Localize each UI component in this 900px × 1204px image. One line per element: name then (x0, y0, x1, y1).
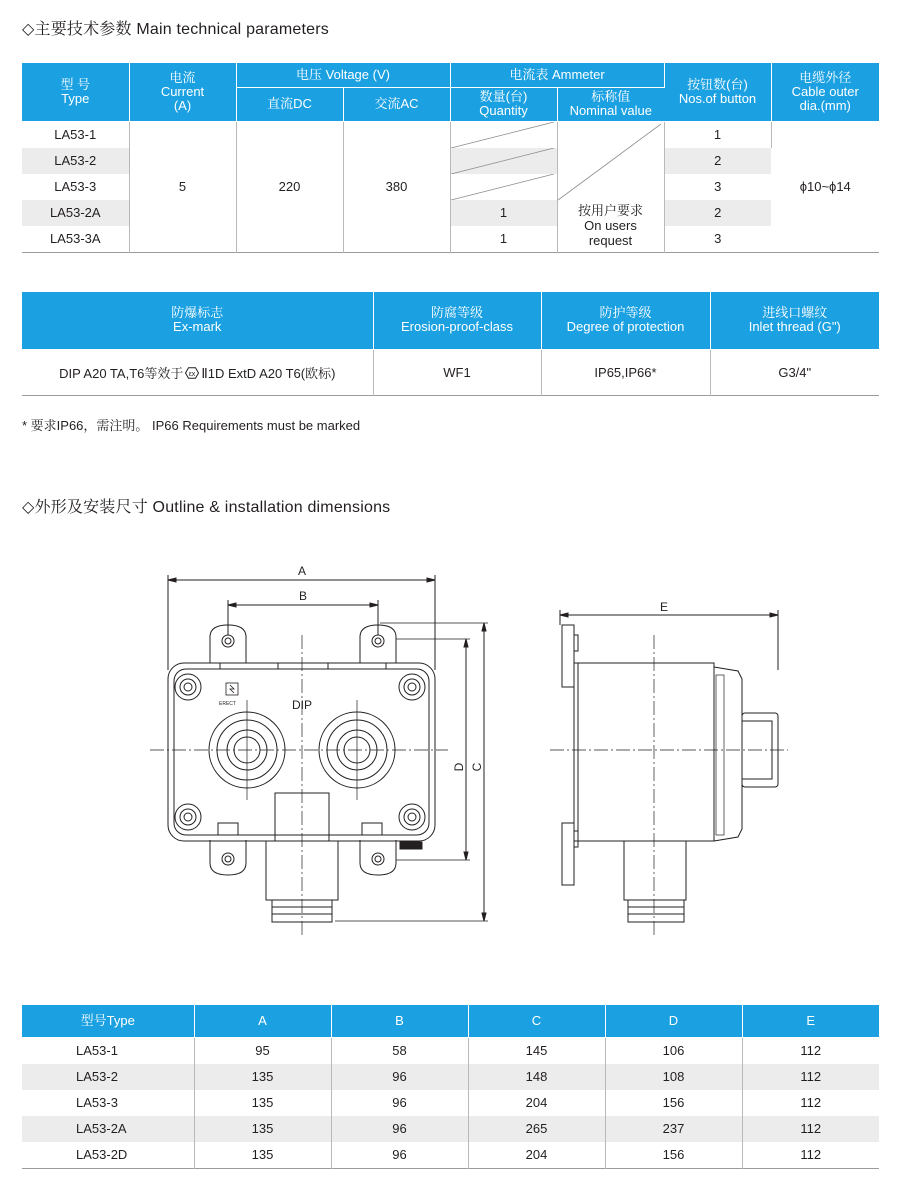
cell-buttons: 1 (664, 121, 771, 148)
cell-nominal: 按用户要求 On users request (557, 200, 664, 253)
cell-a: 135 (194, 1142, 331, 1169)
cell-e: 112 (800, 1043, 822, 1058)
header-a: A (194, 1005, 331, 1037)
cell-type: LA53-2 (22, 1064, 194, 1090)
front-view (150, 575, 488, 937)
cell-b: 96 (331, 1064, 468, 1090)
cell-e: 112 (800, 1121, 822, 1136)
table-row (22, 1142, 879, 1169)
cell-type: LA53-2D (22, 1142, 194, 1169)
header-quantity: 数量(台) Quantity (450, 87, 557, 121)
cell-type: LA53-3 (22, 1090, 194, 1116)
header-c: C (468, 1005, 605, 1037)
header-ex-mark: 防爆标志 Ex-mark (22, 292, 373, 349)
cell-type: LA53-1 (22, 1037, 194, 1064)
cell-d: 156 (605, 1142, 742, 1169)
cell-cable: ϕ10~ϕ14 (799, 179, 851, 194)
table-row (22, 121, 879, 148)
cell-buttons: 3 (714, 179, 722, 194)
cell-c: 204 (468, 1142, 605, 1169)
cell-nominal-empty (557, 121, 664, 200)
dim-label-e: E (659, 600, 669, 614)
dimension-table (22, 1005, 879, 1169)
cell-a: 135 (194, 1090, 331, 1116)
cell-quantity: 1 (450, 200, 557, 226)
dim-label-b: B (298, 589, 308, 603)
header-type: 型号Type (22, 1005, 194, 1037)
cell-erosion: WF1 (373, 349, 541, 395)
header-buttons: 按钮数(台) Nos.of button (664, 63, 771, 121)
header-nominal: 标称值 Nominal value (557, 87, 664, 121)
cell-quantity-empty (450, 148, 557, 174)
header-ac: 交流AC (343, 87, 450, 121)
cell-b: 58 (331, 1037, 468, 1064)
cell-quantity-empty (450, 174, 557, 200)
cell-e: 112 (800, 1095, 822, 1110)
diagonal-line (558, 122, 661, 202)
header-b: B (331, 1005, 468, 1037)
section-title-dimensions: ◇外形及安装尺寸 Outline & installation dimensions (22, 499, 391, 516)
header-d: D (605, 1005, 742, 1037)
cell-a: 95 (194, 1037, 331, 1064)
cell-a: 135 (194, 1064, 331, 1090)
cell-d: 106 (605, 1037, 742, 1064)
cell-b: 96 (331, 1142, 468, 1169)
spec-table (22, 63, 879, 253)
cell-b: 96 (331, 1116, 468, 1142)
header-ammeter: 电流表 Ammeter (450, 63, 664, 87)
cell-protection: IP65,IP66* (541, 349, 710, 395)
cell-e: 112 (800, 1147, 822, 1162)
cell-type: LA53-2 (22, 148, 129, 174)
section-title-technical: ◇主要技术参数 Main technical parameters (22, 21, 329, 38)
cell-c: 145 (468, 1037, 605, 1064)
header-type: 型 号 Type (22, 63, 129, 121)
diagonal-line (451, 148, 554, 174)
cell-type: LA53-1 (22, 121, 129, 148)
cell-c: 265 (468, 1116, 605, 1142)
cell-type: LA53-2A (22, 200, 129, 226)
header-inlet: 进线口螺纹 Inlet thread (G") (710, 292, 879, 349)
cell-quantity-empty (450, 121, 557, 148)
cell-d: 156 (605, 1090, 742, 1116)
ip66-note: * 要求IP66，需注明。 IP66 Requirements must be marked (22, 418, 361, 433)
cell-dc: 220 (236, 121, 343, 252)
header-cable: 电缆外径 Cable outer dia.(mm) (771, 63, 879, 121)
cell-buttons: 2 (664, 148, 771, 174)
header-voltage: 电压 Voltage (V) (236, 63, 450, 87)
cell-d: 237 (605, 1116, 742, 1142)
table-row (22, 349, 879, 395)
side-view (550, 610, 788, 937)
dim-label-c: C (470, 762, 484, 772)
dim-label-a: A (297, 564, 307, 578)
cell-buttons: 3 (714, 231, 722, 246)
cell-type: LA53-3A (22, 226, 129, 253)
header-protection: 防护等级 Degree of protection (541, 292, 710, 349)
dip-label: DIP (292, 698, 313, 712)
header-e: E (742, 1005, 879, 1037)
cell-c: 204 (468, 1090, 605, 1116)
dim-label-d: D (452, 762, 466, 772)
cell-buttons: 2 (664, 200, 771, 226)
outline-drawing (130, 555, 790, 940)
cell-quantity: 1 (450, 226, 557, 253)
cell-ac: 380 (343, 121, 450, 252)
header-dc: 直流DC (236, 87, 343, 121)
cell-c: 148 (468, 1064, 605, 1090)
header-erosion: 防腐等级 Erosion-proof-class (373, 292, 541, 349)
svg-text:εx: εx (189, 370, 196, 378)
cell-type: LA53-3 (22, 174, 129, 200)
cell-b: 96 (331, 1090, 468, 1116)
diagonal-line (451, 122, 554, 148)
table-row (22, 1116, 879, 1142)
classification-table (22, 292, 879, 396)
logo-text: ERECT (219, 701, 236, 707)
table-row (22, 1037, 879, 1064)
table-row (22, 1064, 879, 1090)
header-current: 电流 Current (A) (129, 63, 236, 121)
cell-type: LA53-2A (22, 1116, 194, 1142)
cell-a: 135 (194, 1116, 331, 1142)
cell-current: 5 (129, 121, 236, 252)
cell-d: 108 (605, 1064, 742, 1090)
table-row (22, 1090, 879, 1116)
cell-inlet: G3/4" (778, 364, 812, 380)
cell-e: 112 (800, 1069, 822, 1084)
cell-ex-mark: DIP A20 TA,T6等效于 εx Ⅱ1D ExtD A20 T6(欧标) (22, 349, 373, 395)
diagonal-line (451, 174, 554, 200)
ex-hexagon-icon (185, 367, 199, 379)
